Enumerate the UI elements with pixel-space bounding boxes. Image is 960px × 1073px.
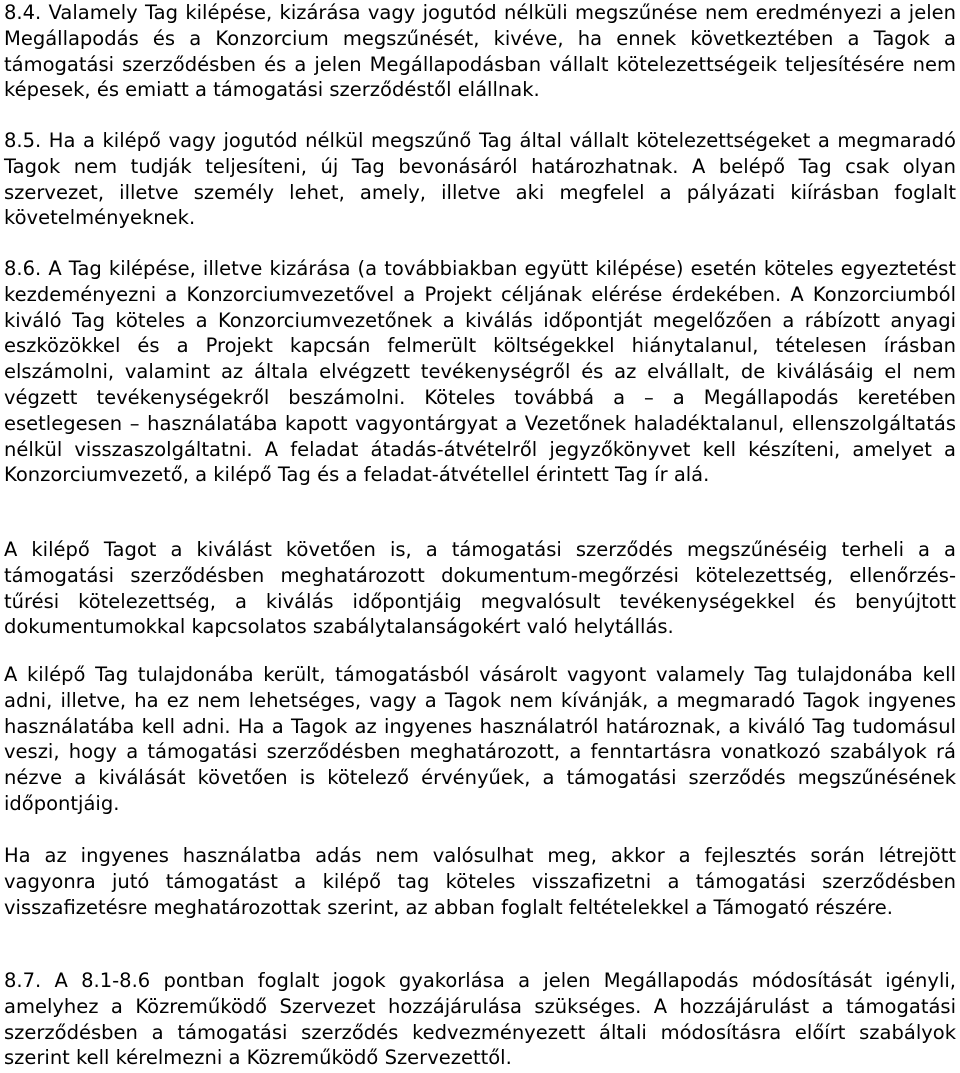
paragraph-8-7: 8.7. A 8.1-8.6 pontban foglalt jogok gyakorlása a jelen Megállapodás módosítását igényli, amelyhez a Közreműködő Szervezet hozzájárulása szükséges. A hozzájárulást a támogatási szerződésben a támogatási szerződés kedvezményezett általi módosításra előírt szabályok szerint kell kérelmezni a Közreműködő Szervezettől.	[4, 969, 956, 1070]
paragraph-8-6: 8.6. A Tag kilépése, illetve kizárása (a továbbiakban együtt kilépése) esetén köteles egyeztetést kezdeményezni a Konzorciumvezetővel a Projekt céljának elérése érdekében. A Konzorciumból kiváló Tag köteles a Konzorciumvezetőnek a kiválás időpontját megelőzően a rábízott anyagi eszközökkel és a Projekt kapcsán felmerült költségekkel hiánytalanul, tételesen írásban elszámolni, valamint az általa elvégzett tevékenységről és az elvállalt, de kiválásáig el nem végzett tevékenységekről beszámolni. Köteles továbbá a – a Megállapodás keretében esetlegesen – használatába kapott vagyontárgyat a Vezetőnek haladéktalanul, ellenszolgáltatás nélkül visszaszolgáltatni. A feladat átadás-átvételről jegyzőkönyvet kell készíteni, amelyet a Konzorciumvezető, a kilépő Tag és a feladat-átvétellel érintett Tag ír alá.	[4, 257, 956, 487]
paragraph-8-6-property: A kilépő Tag tulajdonába került, támogatásból vásárolt vagyont valamely Tag tulajdonába kell adni, illetve, ha ez nem lehetséges, vagy a Tagok nem kívánják, a megmaradó Tagok ingyenes használatába kell adni. Ha a Tagok az ingyenes használatról határoznak, a kiváló Tag tudomásul veszi, hogy a támogatási szerződésben meghatározott, a fenntartásra vonatkozó szabályok rá nézve a kiválását követően is kötelező érvényűek, a támogatási szerződés megszűnésének időpontjáig.	[4, 663, 956, 815]
paragraph-8-6-obligations: A kilépő Tagot a kiválást követően is, a támogatási szerződés megszűnéséig terheli a a támogatási szerződésben meghatározott dokumentum-megőrzési kötelezettség, ellenőrzés-tűrési kötelezettség, a kiválás időpontjáig megvalósult tevékenységekkel és benyújtott dokumentumokkal kapcsolatos szabálytalanságokért való helytállás.	[4, 538, 956, 639]
paragraph-8-4: 8.4. Valamely Tag kilépése, kizárása vagy jogutód nélküli megszűnése nem eredményezi a jelen Megállapodás és a Konzorcium megszűnését, kivéve, ha ennek következtében a Tagok a támogatási szerződésben és a jelen Megállapodásban vállalt kötelezettségeik teljesítésére nem képesek, és emiatt a támogatási szerződéstől elállnak.	[4, 1, 956, 102]
paragraph-8-6-repayment: Ha az ingyenes használatba adás nem valósulhat meg, akkor a fejlesztés során létrejött vagyonra jutó támogatást a kilépő tag köteles visszafizetni a támogatási szerződésben visszafizetésre meghatározottak szerint, az abban foglalt feltételekkel a Támogató részére.	[4, 844, 956, 919]
paragraph-8-5: 8.5. Ha a kilépő vagy jogutód nélkül megszűnő Tag által vállalt kötelezettségeket a megmaradó Tagok nem tudják teljesíteni, új Tag bevonásáról határozhatnak. A belépő Tag csak olyan szervezet, illetve személy lehet, amely, illetve aki megfelel a pályázati kiírásban foglalt követelményeknek.	[4, 129, 956, 230]
